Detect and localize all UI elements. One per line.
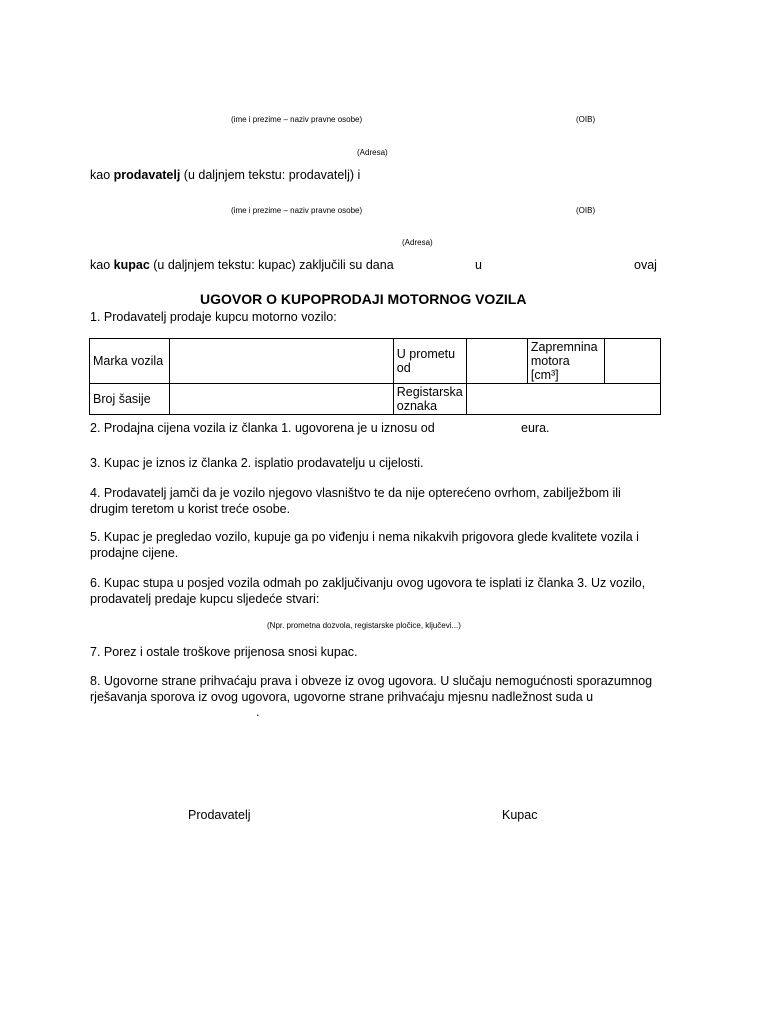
clause-5: 5. Kupac je pregledao vozilo, kupuje ga po viđenju i nema nikakvih prigovora glede kvalitete vozila i prodajne cijene. bbox=[90, 530, 639, 560]
brand-value-cell[interactable] bbox=[170, 339, 393, 384]
buyer-role-prefix: kao bbox=[90, 258, 114, 272]
buyer-role-line bbox=[90, 258, 394, 272]
clause-6-hint: (Npr. prometna dozvola, registarske pločice, ključevi...) bbox=[267, 621, 461, 630]
buyer-address-hint: (Adresa) bbox=[402, 238, 433, 247]
in-traffic-label-line1: U prometu bbox=[396, 347, 456, 361]
volume-label bbox=[527, 339, 604, 384]
seller-role-suffix: (u daljnjem tekstu: prodavatelj) i bbox=[180, 168, 361, 182]
reg-label-line1: Registarska bbox=[396, 385, 463, 399]
clause-1: 1. Prodavatelj prodaje kupcu motorno vozilo: bbox=[90, 310, 337, 324]
reg-label-line2: oznaka bbox=[396, 399, 438, 413]
chassis-label: Broj šasije bbox=[90, 384, 170, 415]
clause-8: 8. Ugovorne strane prihvaćaju prava i obveze iz ovog ugovora. U slučaju nemogućnosti sporazumnog rješavanja sporova iz ovog ugovora, ugovorne strane prihvaćaju mjesnu nadležnost suda u bbox=[90, 674, 653, 704]
contract-title: UGOVOR O KUPOPRODAJI MOTORNOG VOZILA bbox=[200, 291, 527, 307]
seller-oib-hint: (OIB) bbox=[576, 115, 596, 124]
vehicle-table bbox=[89, 338, 661, 415]
clause-3: 3. Kupac je iznos iz članka 2. isplatio prodavatelju u cijelosti. bbox=[90, 456, 424, 470]
buyer-oib-hint: (OIB) bbox=[576, 206, 596, 215]
seller-role-bold: prodavatelj bbox=[113, 168, 181, 182]
seller-address-hint: (Adresa) bbox=[357, 148, 388, 157]
seller-name-hint: (ime i prezime – naziv pravne osobe) bbox=[231, 115, 363, 124]
clause-4: 4. Prodavatelj jamči da je vozilo njegovo vlasništvo te da nije opterećeno ovrhom, zabilježbom ili drugim teretom u korist treće osobe. bbox=[90, 486, 621, 516]
chassis-value-cell[interactable] bbox=[170, 384, 393, 415]
seller-role-prefix: kao bbox=[90, 168, 114, 182]
reg-label bbox=[393, 384, 466, 415]
volume-value-cell[interactable] bbox=[604, 339, 660, 384]
in-word: u bbox=[475, 258, 482, 272]
seller-role-line bbox=[90, 168, 360, 182]
seller-signature-label: Prodavatelj bbox=[188, 808, 251, 822]
in-traffic-label-line2: od bbox=[396, 361, 411, 375]
clause-2-currency: eura. bbox=[521, 421, 550, 435]
clause-6: 6. Kupac stupa u posjed vozila odmah po zaključivanju ovog ugovora te isplati iz članka 3. Uz vozilo, prodavatelj predaje kupcu sljedeće stvari: bbox=[90, 576, 646, 606]
in-traffic-value-cell[interactable] bbox=[466, 339, 527, 384]
buyer-name-hint: (ime i prezime – naziv pravne osobe) bbox=[231, 206, 363, 215]
this-word: ovaj bbox=[634, 258, 657, 272]
buyer-signature-label: Kupac bbox=[502, 808, 538, 822]
brand-label: Marka vozila bbox=[90, 339, 170, 384]
buyer-role-bold: kupac bbox=[113, 258, 150, 272]
table-row bbox=[90, 384, 661, 415]
in-traffic-label bbox=[393, 339, 466, 384]
clause-2: 2. Prodajna cijena vozila iz članka 1. ugovorena je u iznosu od bbox=[90, 421, 435, 435]
clause-8-end: . bbox=[256, 705, 260, 719]
clause-7: 7. Porez i ostale troškove prijenosa snosi kupac. bbox=[90, 645, 358, 659]
reg-value-cell[interactable] bbox=[466, 384, 660, 415]
volume-label-line2: motora [cm³] bbox=[530, 354, 570, 382]
volume-label-line1: Zapremnina bbox=[530, 340, 598, 354]
table-row bbox=[90, 339, 661, 384]
buyer-role-suffix: (u daljnjem tekstu: kupac) zaključili su dana bbox=[149, 258, 394, 272]
